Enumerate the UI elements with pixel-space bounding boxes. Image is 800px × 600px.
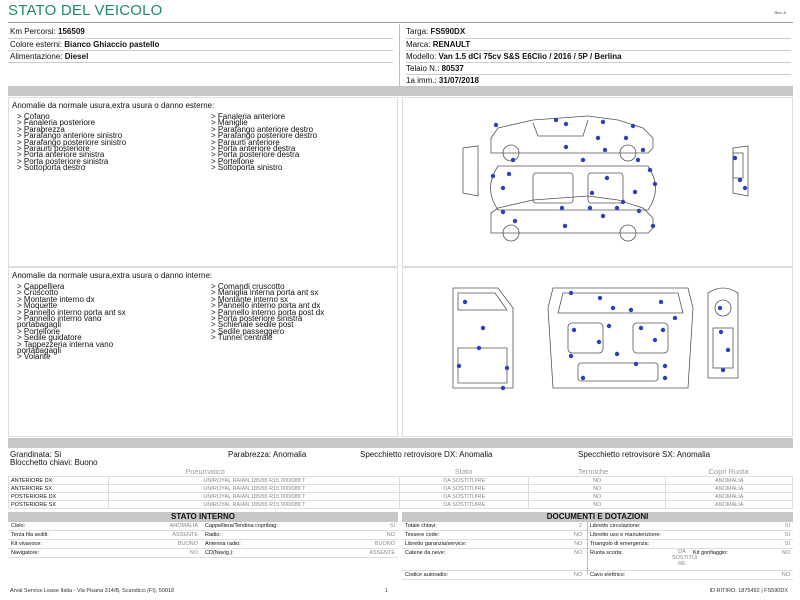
page-title: STATO DEL VEICOLO: [8, 2, 163, 19]
info-value: 31/07/2018: [438, 76, 479, 85]
table-row: [402, 531, 793, 540]
list-item: > Cruscotto: [17, 288, 59, 298]
info-value: Bianco Ghiaccio pastello: [64, 40, 160, 49]
tyre-copri-ruota: ANOMALIA: [666, 501, 793, 509]
field-value: ASSENTE: [369, 550, 395, 556]
tyre-model: UNIROYAL RAIAN 185/65 R15 000/088 T: [109, 477, 400, 485]
list-item: > Volante: [17, 352, 51, 362]
list-item: > Porta anteriore destra: [211, 143, 296, 153]
list-item: > Moquette: [17, 301, 58, 311]
list-item: portabagagli: [17, 320, 62, 330]
internal-damage-box: [8, 267, 398, 437]
info-value: Van 1.5 dCi 75cv S&S E6Clio / 2016 / 5P / Berlina: [438, 52, 622, 61]
footer-page-number: 1: [385, 588, 389, 594]
list-item: > Comandi cruscotto: [211, 282, 285, 291]
table-row: [402, 571, 793, 580]
field-value: SI: [389, 523, 395, 529]
list-item: > Maniglie: [211, 118, 248, 128]
info-row-alimentazione: [10, 51, 395, 62]
list-item: > Tappezzeria interna vano: [17, 339, 114, 349]
field-value: SI: [784, 541, 790, 547]
field-label: Cavo elettrico:: [590, 572, 626, 578]
tyre-position: ANTERIORE DX: [9, 477, 109, 485]
table-row: [9, 493, 793, 501]
external-damage-list-1: [17, 114, 126, 172]
tyre-stato: DA SOSTITUIRE: [400, 485, 528, 493]
footer-address: Arval Service Lease Italia - Via Pisana 314/B, Scandicci (FI), 50018: [10, 588, 175, 594]
table-row: [402, 540, 793, 549]
external-car-diagram-box: [402, 97, 793, 267]
internal-car-diagram: [403, 268, 794, 438]
info-value: 80537: [441, 64, 464, 73]
field-value: SI: [784, 532, 790, 538]
table-row: [8, 522, 398, 531]
list-item: > Tunnel centrale: [211, 333, 273, 343]
info-row-telaio: [406, 63, 791, 74]
field-value: NO: [781, 572, 790, 578]
table-row: [9, 501, 793, 509]
tyre-model: UNIROYAL RAIAN 185/65 R15 000/088 T: [109, 485, 400, 493]
field-label: Radio:: [205, 532, 221, 538]
tyre-termiche: NO: [528, 501, 666, 509]
table-row: [9, 485, 793, 493]
tyre-position: ANTERIORE SX: [9, 485, 109, 493]
list-item: > Portellone: [17, 326, 60, 336]
revision-label: Rev. A: [774, 10, 786, 15]
field-value: DA SOSTITUI RE: [672, 549, 698, 567]
tyre-termiche: NO: [528, 485, 666, 493]
parabrezza-status: Parabrezza: Anomalia: [228, 450, 307, 459]
list-item: > Maniglia interna porta ant sx: [211, 288, 319, 298]
info-value: FS590DX: [430, 27, 466, 36]
list-item: > Porta anteriore sinistra: [17, 150, 105, 160]
info-left: [10, 26, 395, 63]
list-item: > Porta posteriore sinistra: [17, 156, 109, 166]
field-label: Libretto garanzia/service:: [405, 541, 467, 547]
info-value: RENAULT: [432, 40, 471, 49]
tyre-model: UNIROYAL RAIAN 185/65 R15 000/088 T: [109, 501, 400, 509]
list-item: > Cofano: [17, 112, 50, 121]
info-label: Marca:: [406, 40, 431, 49]
specchietto-sx-status: Specchietto retrovisore SX: Anomalia: [578, 450, 711, 459]
list-item: > Fanaleria posteriore: [17, 118, 96, 128]
field-label: Totale chiavi:: [405, 523, 437, 529]
info-separator: [399, 24, 400, 86]
table-row: [402, 522, 793, 531]
internal-damage-list-1: [17, 284, 126, 361]
list-item: > Fanaleria anteriore: [211, 112, 286, 121]
documenti-separator: [587, 522, 588, 575]
field-label: Antenna radio:: [205, 541, 241, 547]
list-item: > Cappelliera: [17, 282, 65, 291]
list-item: > Parafango anteriore destro: [211, 124, 314, 134]
field-value: BUONO: [177, 541, 198, 547]
list-item: > Pannello interno vano: [17, 313, 102, 323]
info-label: Modello:: [406, 52, 437, 61]
list-item: portabagagli: [17, 345, 62, 355]
tyre-copri-ruota: ANOMALIA: [666, 485, 793, 493]
info-label: Km Percorsi:: [10, 27, 56, 36]
info-row-targa: [406, 26, 791, 38]
section-bar: [8, 86, 793, 96]
list-item: > Parafango posteriore sinistro: [17, 137, 127, 147]
field-value: NO: [386, 532, 395, 538]
field-value: NO: [574, 532, 583, 538]
table-row: [8, 540, 398, 549]
field-label: Kit gonfiaggio:: [693, 550, 728, 556]
list-item: > Porta posteriore sinistra: [211, 313, 303, 323]
field-value: ASSENTE: [172, 532, 198, 538]
blocchetto-status: Blocchetto chiavi: Buono: [10, 458, 98, 467]
documenti-title: DOCUMENTI E DOTAZIONI: [402, 512, 793, 522]
list-item: > Montante interno sx: [211, 294, 289, 304]
list-item: > Sottoporta sinistro: [211, 163, 283, 173]
field-value: SI: [784, 523, 790, 529]
field-label: Triangolo di emergenza:: [590, 541, 650, 547]
tyre-stato: DA SOSTITUIRE: [400, 477, 528, 485]
tyre-header-pneumatico: Pneumatico: [185, 467, 225, 476]
field-label: Cappelliera/Tendina copribag:: [205, 523, 278, 529]
list-item: > Portellone: [211, 156, 254, 166]
field-label: Kit vivavoce:: [11, 541, 42, 547]
list-item: > Pannello interno porta post dx: [211, 307, 325, 317]
table-row: [8, 549, 398, 558]
tyre-stato: DA SOSTITUIRE: [400, 501, 528, 509]
field-value: NO: [574, 541, 583, 547]
list-item: > Sedile passeggero: [211, 326, 285, 336]
tyre-header-termiche: Termiche: [577, 467, 609, 476]
section-bar: [8, 438, 793, 448]
field-value: NO: [189, 550, 198, 556]
stato-interno-title: STATO INTERNO: [8, 512, 398, 522]
info-value: Diesel: [64, 52, 89, 61]
list-item: > Sedile guidatore: [17, 333, 82, 343]
external-car-diagram: [403, 98, 794, 268]
divider: [8, 62, 393, 63]
list-item: > Sottoporta destro: [17, 163, 86, 173]
field-label: Ruota scorta:: [590, 550, 623, 556]
list-item: > Parafango anteriore sinistro: [17, 131, 123, 141]
field-label: Codice autoradio:: [405, 572, 449, 578]
tyre-termiche: NO: [528, 477, 666, 485]
field-value: NO: [781, 550, 790, 556]
list-item: > Paraurti posteriore: [17, 143, 90, 153]
field-label: Catene da neve:: [405, 550, 446, 556]
list-item: > Schienale sedile post: [211, 320, 294, 330]
tyre-copri-ruota: ANOMALIA: [666, 477, 793, 485]
info-row-modello: [406, 51, 791, 62]
info-label: Telaio N.:: [406, 64, 440, 73]
internal-damage-title: Anomalie da normale usura,extra usura o danno interne:: [12, 271, 213, 280]
info-row-colore: [10, 39, 395, 50]
field-label: Cielo:: [11, 523, 26, 529]
field-value: ANOMALIA: [169, 523, 198, 529]
title-rule: [8, 22, 793, 23]
field-label: Navigatore:: [11, 550, 40, 556]
tyre-model: UNIROYAL RAIAN 185/65 R15 000/088 T: [109, 493, 400, 501]
info-label: Colore esterni:: [10, 40, 63, 49]
tyre-termiche: NO: [528, 493, 666, 501]
tyre-position: POSTERIORE DX: [9, 493, 109, 501]
specchietto-dx-status: Specchietto retrovisore DX: Anomalia: [360, 450, 493, 459]
external-damage-box: [8, 97, 398, 267]
list-item: > Parafango posteriore destro: [211, 131, 318, 141]
tyre-header-copri-ruota: Copri Ruota: [708, 467, 749, 476]
info-label: Alimentazione:: [10, 52, 63, 61]
field-value: BUONO: [374, 541, 395, 547]
tyre-copri-ruota: ANOMALIA: [666, 493, 793, 501]
field-label: Tessere code:: [405, 532, 440, 538]
tyres-table: [8, 476, 793, 509]
info-value: 156509: [58, 27, 85, 36]
stato-interno-table: [8, 522, 398, 558]
grandinata-status: Grandinata: Si: [10, 450, 62, 459]
internal-damage-list-2: [211, 284, 324, 342]
list-item: > Pannello interno porta ant dx: [211, 301, 321, 311]
tyre-position: POSTERIORE SX: [9, 501, 109, 509]
field-label: Terza fila sedili:: [11, 532, 49, 538]
list-item: > Parabrezza: [17, 124, 65, 134]
table-row: [402, 549, 793, 571]
table-row: [8, 531, 398, 540]
field-value: 2: [579, 523, 583, 529]
external-damage-list-2: [211, 114, 317, 172]
info-right: [406, 26, 791, 87]
info-row-km: [10, 26, 395, 38]
list-item: > Paraurti anteriore: [211, 137, 280, 147]
info-row-immatricolazione: [406, 75, 791, 86]
info-label: 1a imm.:: [406, 76, 437, 85]
field-value: NO: [574, 572, 583, 578]
list-item: > Pannello interno porta ant sx: [17, 307, 126, 317]
tyre-stato: DA SOSTITUIRE: [400, 493, 528, 501]
field-label: Libretto circolazione:: [590, 523, 641, 529]
table-row: [9, 477, 793, 485]
info-row-marca: [406, 39, 791, 50]
list-item: > Porta posteriore destra: [211, 150, 300, 160]
list-item: > Montante interno dx: [17, 294, 95, 304]
field-value: NO: [574, 550, 583, 556]
tyre-header-stato: Stato: [454, 467, 473, 476]
field-label: CD(Navig.):: [205, 550, 234, 556]
documenti-table: [402, 522, 793, 580]
info-label: Targa:: [406, 27, 429, 36]
internal-car-diagram-box: [402, 267, 793, 437]
field-label: Libretto uso e manutenzione:: [590, 532, 661, 538]
footer-reference: ID RITIRO: 1875492 | FS590DX: [709, 588, 788, 594]
external-damage-title: Anomalie da normale usura,extra usura o danno esterne:: [12, 101, 215, 110]
